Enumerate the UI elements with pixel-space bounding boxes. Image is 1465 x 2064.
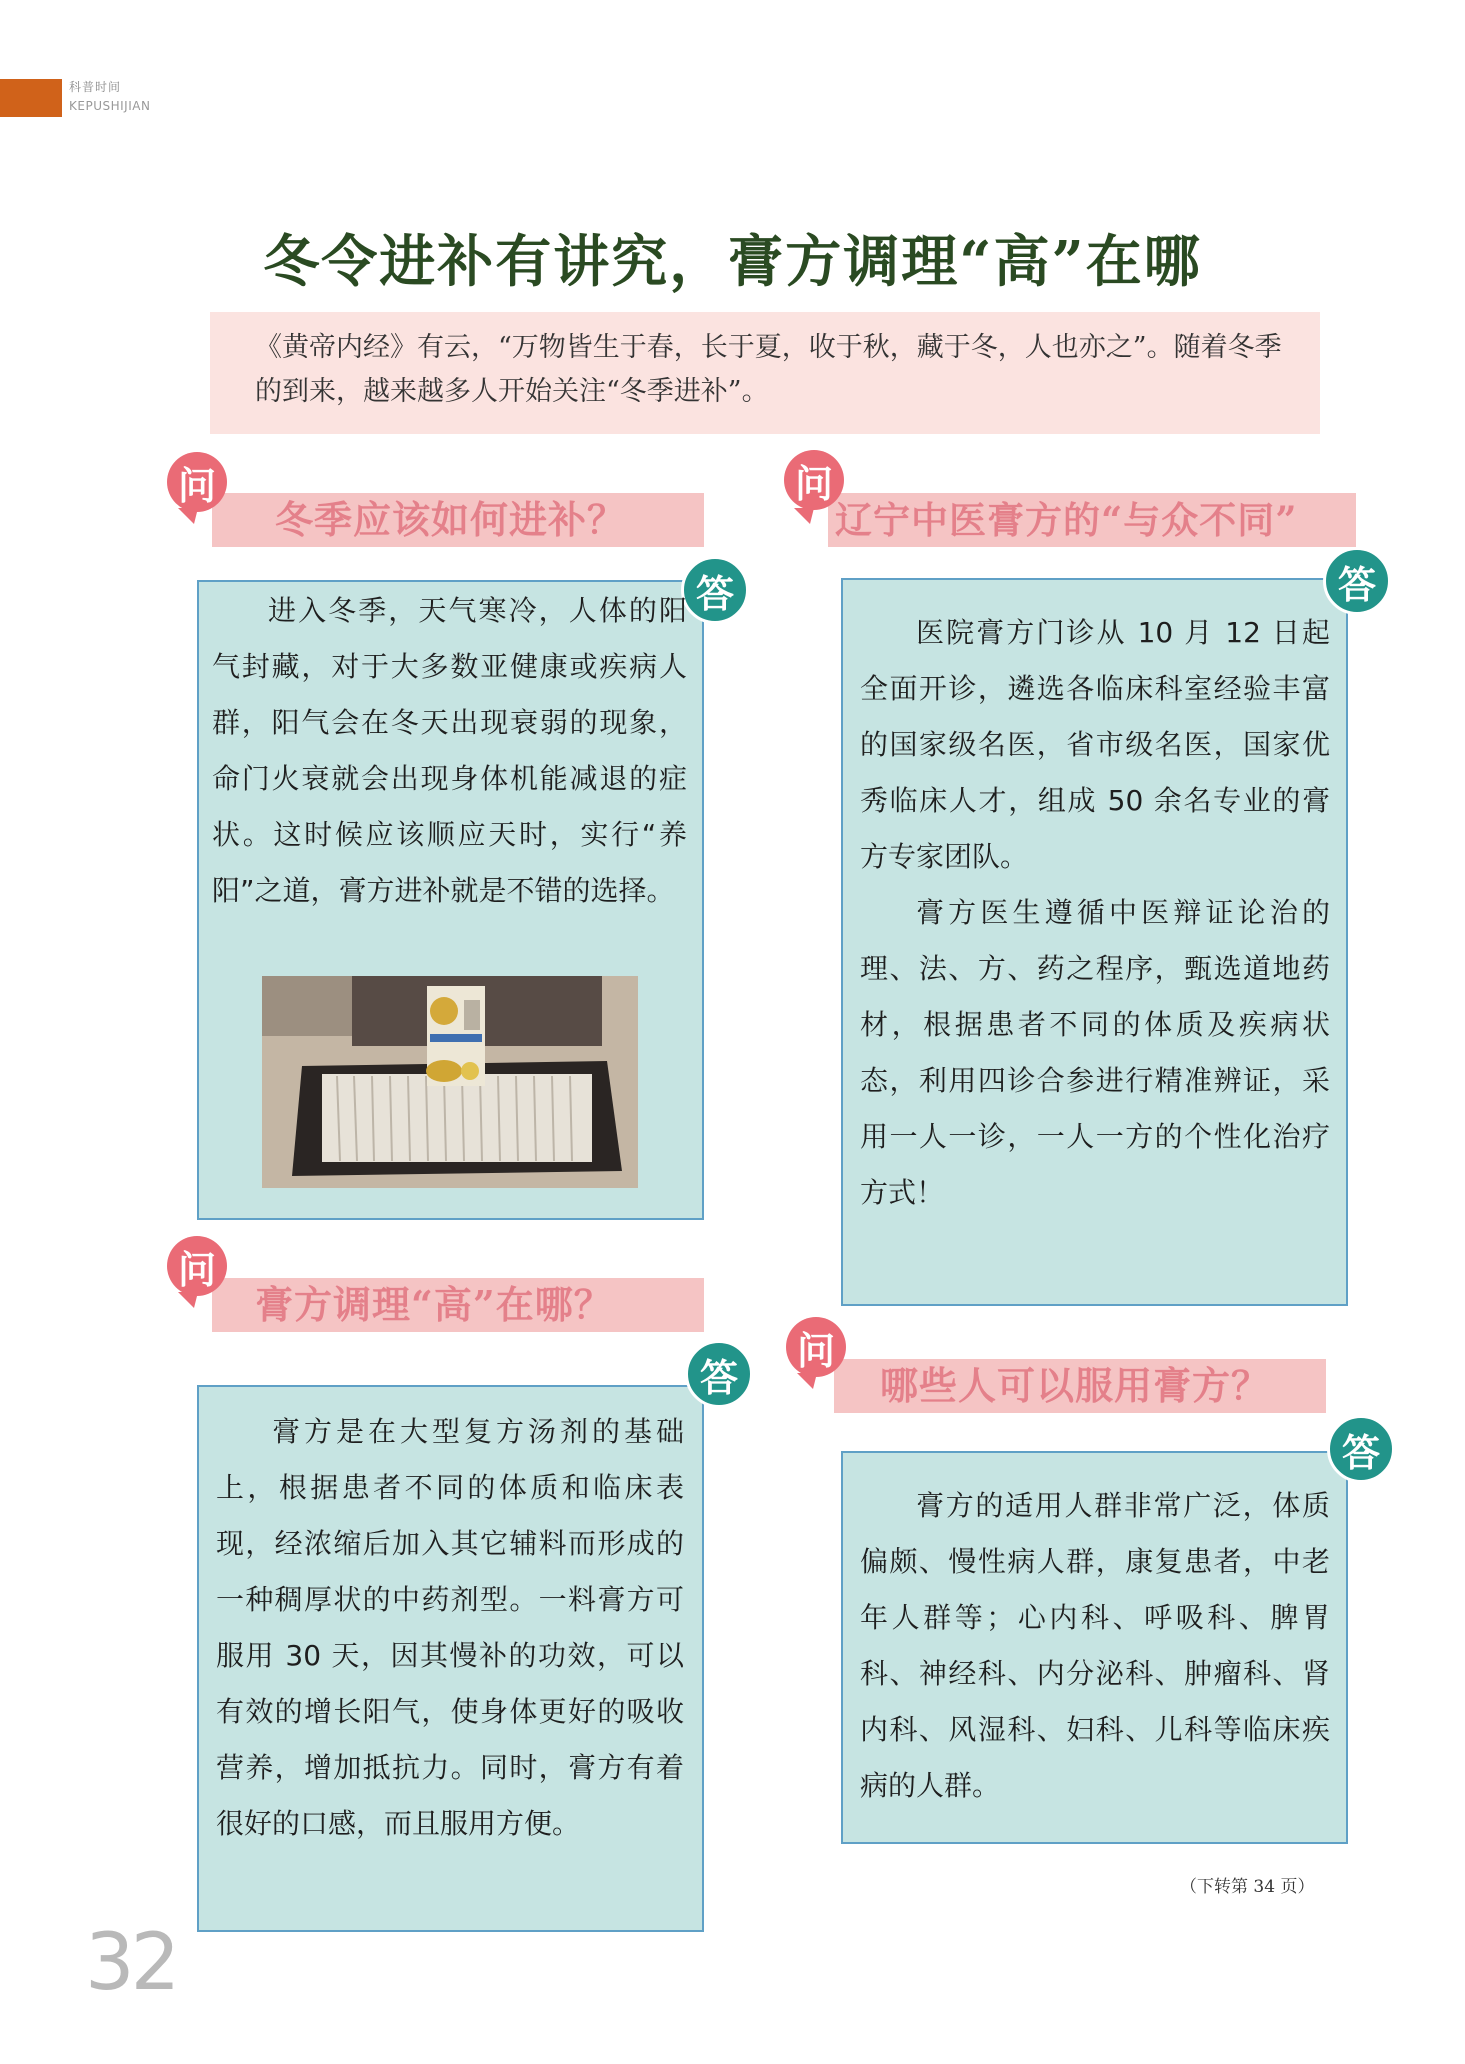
page-number: 32 xyxy=(85,1918,177,2008)
answer-paragraph: 膏方是在大型复方汤剂的基础上，根据患者不同的体质和临床表现，经浓缩后加入其它辅料而形成的一种稠厚状的中药剂型。一料膏方可服用 30 天，因其慢补的功效，可以有效的增长阳气，使身体更好的吸收营养，增加抵抗力。同时，膏方有着很好的口感，而且服用方便。 xyxy=(216,1415,684,1840)
question-title: 哪些人可以服用膏方？ xyxy=(880,1363,1271,1408)
question-title: 辽宁中医膏方的“与众不同” xyxy=(835,498,1298,542)
header-accent-bar xyxy=(0,79,62,117)
question-badge: 问 xyxy=(167,1236,227,1296)
intro-text: 《黄帝内经》有云，“万物皆生于春，长于夏，收于秋，藏于冬，人也亦之”。随着冬季的到来，越来越多人开始关注“冬季进补”。 xyxy=(255,332,1282,407)
question-title: 冬季应该如何进补？ xyxy=(275,497,627,542)
answer-text xyxy=(860,1478,1330,1814)
question-title: 膏方调理“高”在哪？ xyxy=(255,1282,613,1327)
gaofang-box-illustration xyxy=(262,976,638,1188)
answer-badge: 答 xyxy=(681,556,749,624)
answer-badge: 答 xyxy=(1327,1415,1395,1483)
continued-note: （下转第 34 页） xyxy=(1180,1877,1315,1897)
question-badge-tail xyxy=(794,508,814,524)
answer-paragraph: 膏方的适用人群非常广泛，体质偏颇、慢性病人群，康复患者，中老年人群等；心内科、呼吸科、脾胃科、神经科、内分泌科、肿瘤科、肾内科、风湿科、妇科、儿科等临床疾病的人群。 xyxy=(860,1489,1330,1802)
answer-text xyxy=(212,583,687,919)
answer-paragraph: 膏方医生遵循中医辩证论治的理、法、方、药之程序，甄选道地药材，根据患者不同的体质及疾病状态，利用四诊合参进行精准辨证，采用一人一诊，一人一方的个性化治疗方式！ xyxy=(860,896,1330,1209)
page-title: 冬令进补有讲究，膏方调理“高”在哪 xyxy=(263,229,1202,295)
answer-paragraph: 医院膏方门诊从 10 月 12 日起全面开诊，遴选各临床科室经验丰富的国家级名医，省市级名医，国家优秀临床人才，组成 50 余名专业的膏方专家团队。 xyxy=(860,616,1330,873)
answer-paragraph: 进入冬季，天气寒冷，人体的阳气封藏，对于大多数亚健康或疾病人群，阳气会在冬天出现衰弱的现象，命门火衰就会出现身体机能减退的症状。这时候应该顺应天时，实行“养阳”之道，膏方进补就是不错的选择。 xyxy=(212,594,687,907)
product-photo xyxy=(262,976,638,1188)
question-badge: 问 xyxy=(784,450,844,510)
question-badge: 问 xyxy=(786,1317,846,1377)
answer-badge: 答 xyxy=(685,1340,753,1408)
question-badge: 问 xyxy=(167,452,227,512)
section-name-latin: KEPUSHIJIAN xyxy=(69,99,151,113)
answer-text xyxy=(860,605,1330,1221)
answer-badge: 答 xyxy=(1323,547,1391,615)
answer-text xyxy=(216,1404,684,1852)
section-name: 科普时间 xyxy=(69,80,122,94)
